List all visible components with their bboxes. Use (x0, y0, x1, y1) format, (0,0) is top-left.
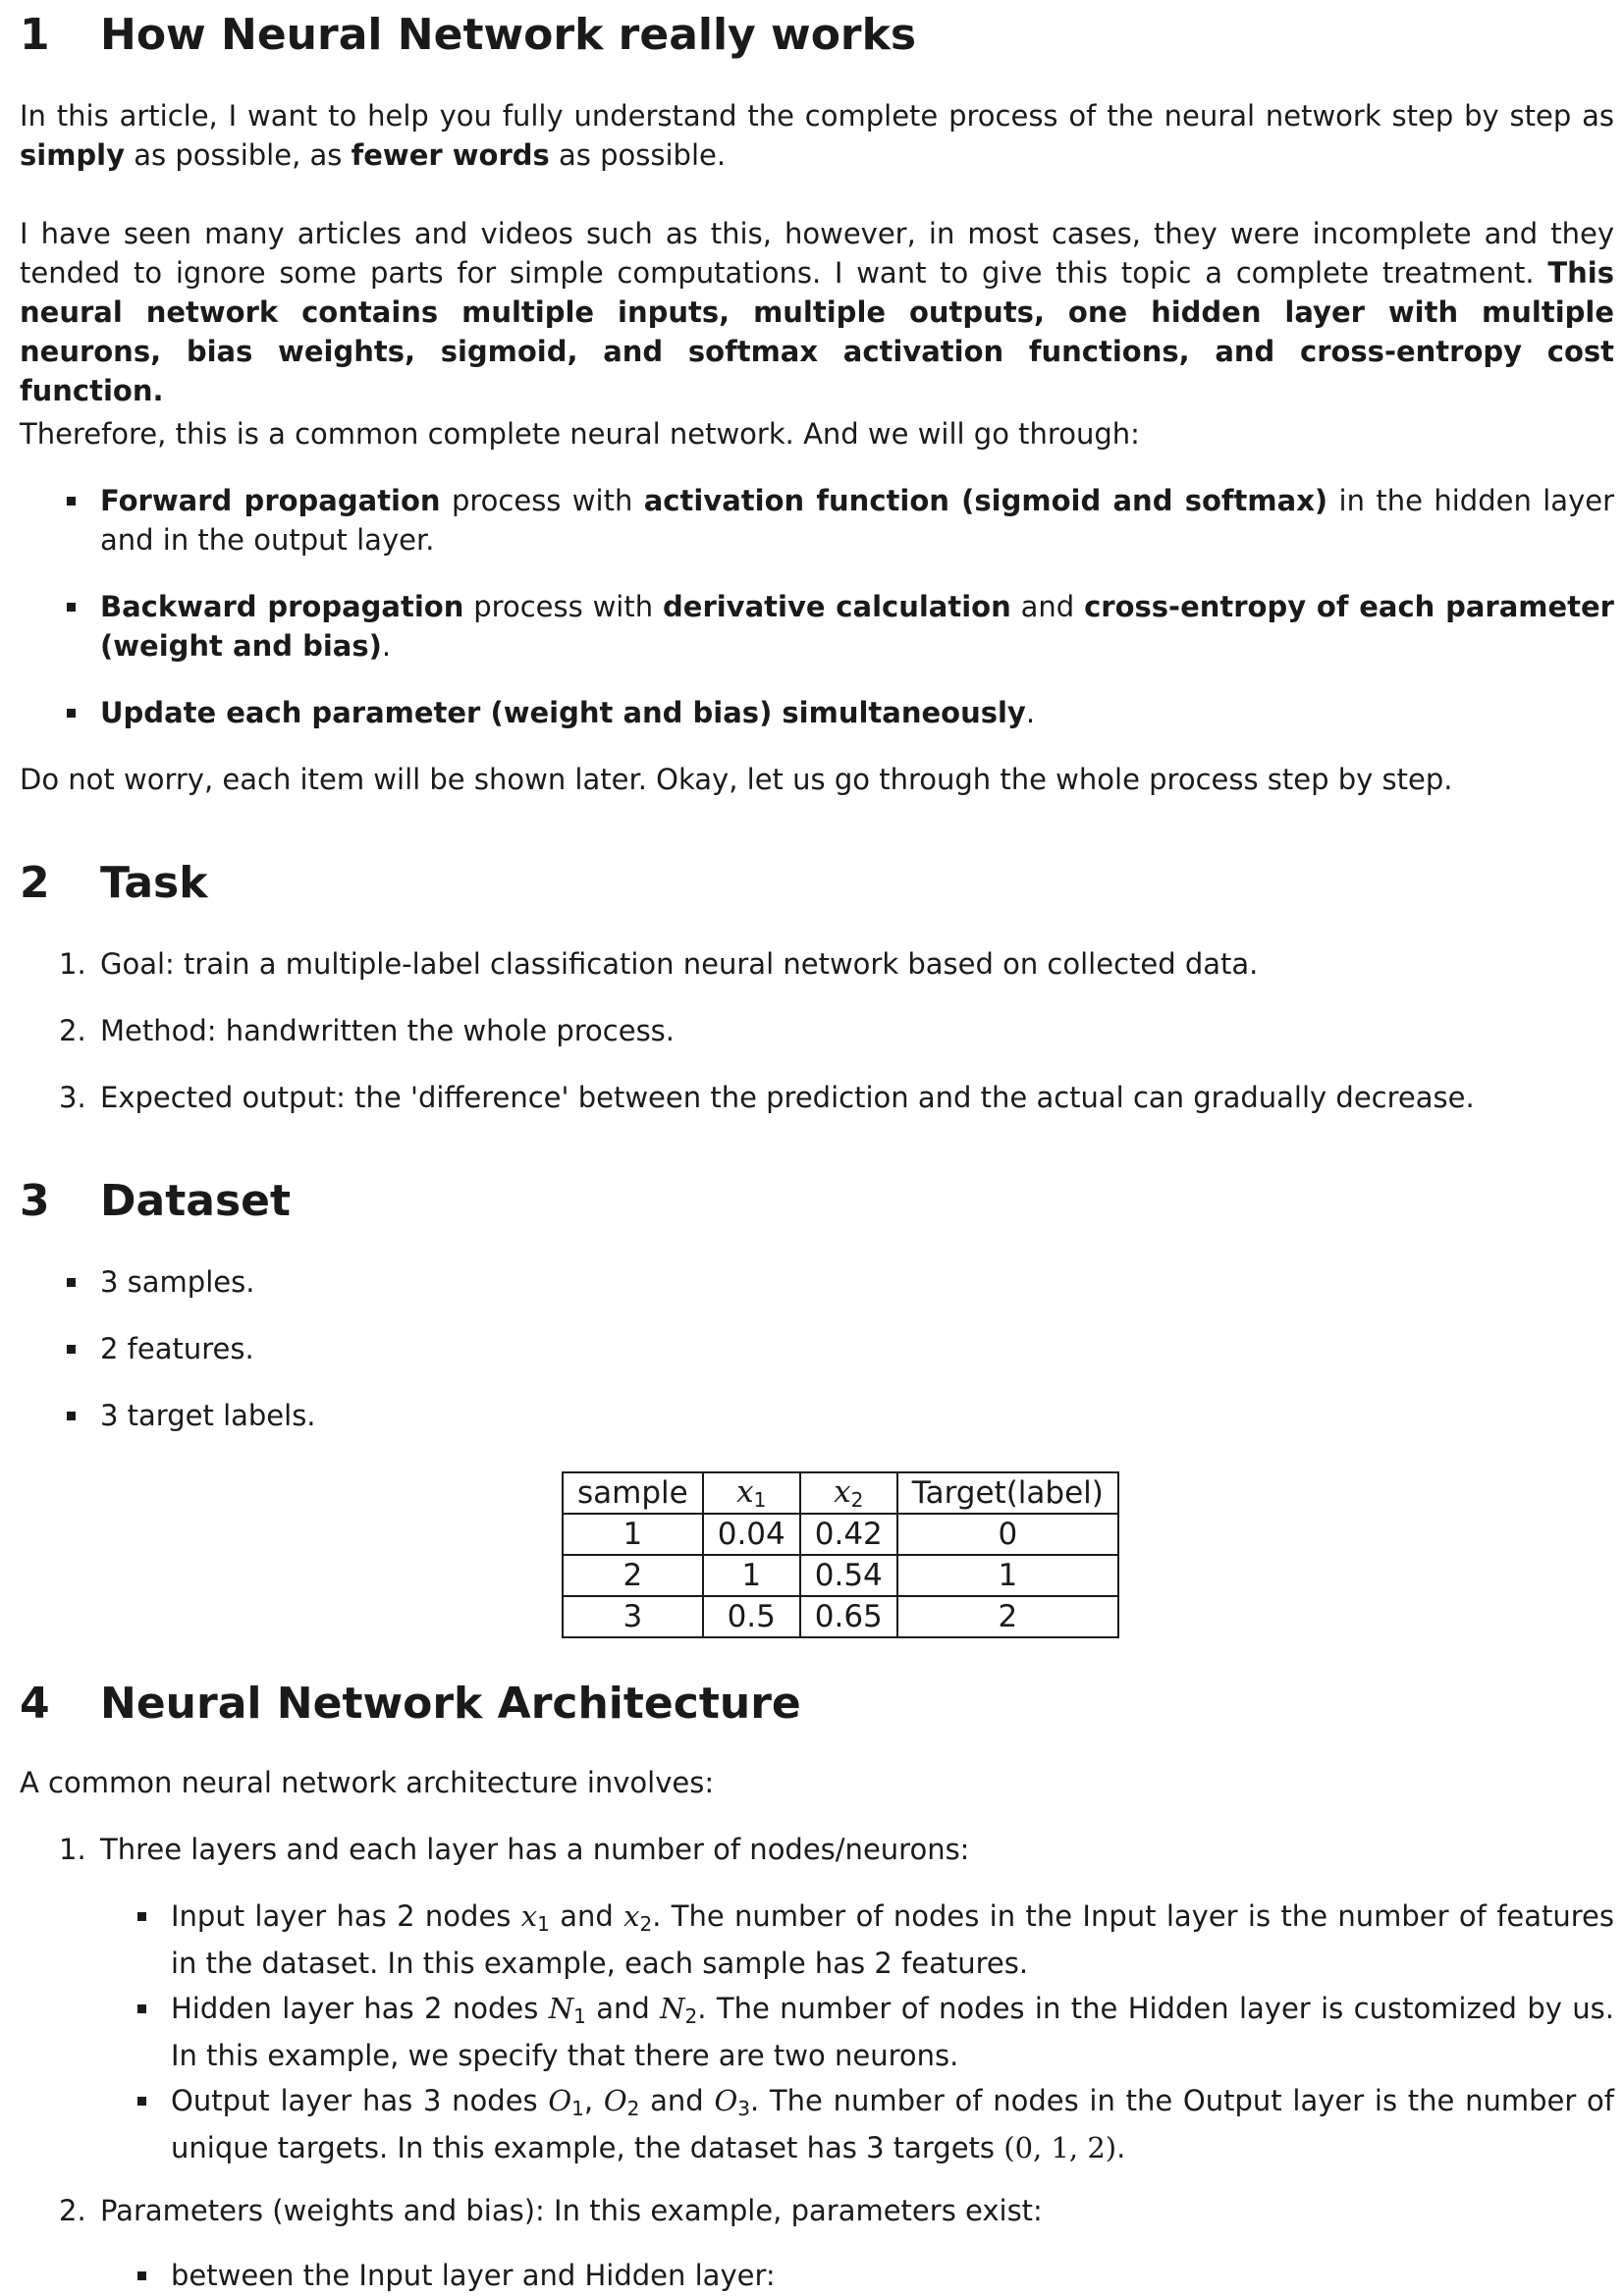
table-row (563, 1555, 1118, 1596)
text-span: . (1116, 2131, 1126, 2164)
math-var: O (603, 2084, 627, 2117)
bullet-marker (137, 2004, 146, 2013)
text-span: Input layer has 2 nodes (171, 1899, 521, 1933)
table-header-row (563, 1472, 1118, 1514)
text-span: . The number of nodes in the Hidden layer is customized by us. In this example, we specify that there are two neurons. (171, 1992, 1614, 2072)
text-span: . The number of nodes in the Input layer is the number of features in the dataset. In this example, each sample has 2 features. (171, 1899, 1615, 1980)
bold-text: activation function (sigmoid and softmax) (643, 484, 1328, 517)
section-title: Task (100, 858, 208, 908)
math-expression: (0, 1, 2) (1003, 2131, 1117, 2164)
table-cell: 1 (563, 1514, 703, 1555)
table-header-cell: Target(label) (897, 1472, 1118, 1514)
list-item (100, 693, 1614, 732)
list-item (171, 2081, 1614, 2167)
enum-number: 1. (59, 1833, 86, 1866)
enum-number: 1. (59, 947, 86, 981)
text-span: . The number of nodes in the Output layer is the number of unique targets. In this example, the dataset has 3 targets (171, 2084, 1615, 2164)
list-item (171, 1989, 1614, 2075)
table-cell: 0.42 (800, 1514, 897, 1555)
arch-intro (20, 1763, 1614, 1802)
section-title: Neural Network Architecture (100, 1679, 801, 1729)
text-span: Output layer has 3 nodes (171, 2084, 549, 2117)
section-title: Dataset (100, 1176, 292, 1226)
section-heading-2 (20, 858, 207, 908)
section-number: 3 (20, 1176, 50, 1226)
table-cell: 0.54 (800, 1555, 897, 1596)
bullet-marker (67, 709, 76, 718)
task-item (59, 944, 1258, 984)
section-title: How Neural Network really works (100, 10, 917, 60)
table-cell: 0.65 (800, 1596, 897, 1637)
math-var: N (660, 1992, 685, 2025)
text-span: and (1010, 590, 1085, 623)
math-var: O (548, 2084, 572, 2117)
text-span: as possible. (549, 138, 727, 172)
bold-text: Backward propagation (100, 590, 464, 623)
enum-text: Three layers and each layer has a number of nodes/neurons: (100, 1833, 970, 1866)
list-item (100, 587, 1614, 666)
list-item (171, 2256, 776, 2295)
text-span: as possible, as (125, 138, 352, 172)
bullet-marker (67, 603, 76, 612)
math-var: O (714, 2084, 738, 2117)
text-span: In this article, I want to help you fully understand the complete process of the neural network step by step as (20, 99, 1614, 133)
table-cell: 2 (897, 1596, 1118, 1637)
bold-text: fewer words (351, 138, 550, 172)
list-item (100, 1329, 254, 1368)
bullet-marker (137, 2271, 146, 2280)
table-header-cell (800, 1472, 897, 1514)
bullet-marker (137, 2097, 146, 2106)
text-span: A common neural network architecture involves: (20, 1766, 715, 1799)
bullet-marker (67, 1412, 76, 1420)
text-span: . (1025, 696, 1036, 729)
math-subscript: 1 (573, 2004, 586, 2028)
math-subscript: 2 (850, 1488, 864, 1512)
text-span: 3 samples. (100, 1265, 255, 1299)
math-subscript: 1 (571, 2097, 584, 2120)
bold-text: Update each parameter (weight and bias) simultaneously (100, 696, 1026, 729)
text-span: and (639, 2084, 715, 2117)
math-subscript: 3 (737, 2097, 750, 2120)
text-span: 2 features. (100, 1332, 254, 1365)
text-span: , (583, 2084, 604, 2117)
intro-paragraph-2 (20, 214, 1614, 410)
section-number: 1 (20, 10, 50, 60)
bullet-marker (137, 1912, 146, 1921)
math-subscript: 2 (639, 1912, 653, 1936)
text-span: in the hidden layer and in the output layer. (100, 484, 1615, 557)
bullet-marker (67, 1278, 76, 1287)
table-cell: 0.04 (703, 1514, 800, 1555)
enum-number: 3. (59, 1081, 86, 1114)
bold-text: derivative calculation (663, 590, 1011, 623)
math-subscript: 2 (684, 2004, 698, 2028)
intro-paragraph-3 (20, 414, 1614, 454)
math-var: x (736, 1474, 754, 1510)
text-span: 3 target labels. (100, 1399, 316, 1432)
text-span: Hidden layer has 2 nodes (171, 1992, 549, 2025)
table-cell: 1 (897, 1555, 1118, 1596)
arch-item-2 (59, 2191, 1043, 2230)
math-subscript: 1 (753, 1488, 767, 1512)
bullet-marker (67, 1345, 76, 1354)
math-subscript: 2 (626, 2097, 640, 2120)
enum-number: 2. (59, 2194, 86, 2227)
text-span: and (549, 1899, 624, 1933)
bold-text: This neural network contains multiple inputs, multiple outputs, one hidden layer with multiple neurons, bias weights, sigmoid, and softmax activation functions, and cross-entropy cost function. (20, 256, 1614, 407)
math-var: x (520, 1899, 538, 1933)
intro-paragraph-1 (20, 96, 1614, 175)
table-header-cell: sample (563, 1472, 703, 1514)
table-row (563, 1596, 1118, 1637)
text-span: Do not worry, each item will be shown later. Okay, let us go through the whole process step by step. (20, 763, 1453, 796)
text-span: between the Input layer and Hidden layer: (171, 2259, 776, 2292)
bullet-marker (67, 497, 76, 506)
table-cell: 1 (703, 1555, 800, 1596)
table-header-cell (703, 1472, 800, 1514)
table-cell: 0 (897, 1514, 1118, 1555)
enum-text: Goal: train a multiple-label classification neural network based on collected data. (100, 947, 1259, 981)
list-item (100, 1396, 316, 1435)
text-span: I have seen many articles and videos such as this, however, in most cases, they were incomplete and they tended to ignore some parts for simple computations. I want to give this topic a complete treatment. (20, 217, 1614, 290)
list-item (100, 1262, 254, 1302)
task-item (59, 1011, 675, 1050)
dataset-table (562, 1471, 1119, 1638)
section-heading-1 (20, 10, 916, 60)
section-number: 2 (20, 858, 50, 908)
text-span: . (381, 629, 392, 663)
list-item (100, 481, 1614, 560)
math-var: N (548, 1992, 574, 2025)
arch-item-1 (59, 1830, 969, 1869)
section-heading-4 (20, 1679, 801, 1729)
enum-text: Expected output: the 'difference' between the prediction and the actual can gradually decrease. (100, 1081, 1475, 1114)
enum-number: 2. (59, 1014, 86, 1047)
intro-paragraph-4 (20, 760, 1614, 799)
math-var: x (834, 1474, 851, 1510)
table-cell: 3 (563, 1596, 703, 1637)
section-heading-3 (20, 1176, 291, 1226)
task-item (59, 1078, 1475, 1117)
bold-text: simply (20, 138, 126, 172)
enum-text: Method: handwritten the whole process. (100, 1014, 675, 1047)
text-span: process with (440, 484, 644, 517)
math-var: x (623, 1899, 640, 1933)
section-number: 4 (20, 1679, 50, 1729)
text-span: Therefore, this is a common complete neural network. And we will go through: (20, 417, 1140, 451)
table-row (563, 1514, 1118, 1555)
table-cell: 2 (563, 1555, 703, 1596)
bold-text: Forward propagation (100, 484, 441, 517)
math-subscript: 1 (537, 1912, 550, 1936)
list-item (171, 1896, 1614, 1983)
text-span: process with (463, 590, 664, 623)
text-span: and (585, 1992, 661, 2025)
table-cell: 0.5 (703, 1596, 800, 1637)
enum-text: Parameters (weights and bias): In this example, parameters exist: (100, 2194, 1043, 2227)
bold-text: cross-entropy of each parameter (weight and bias) (100, 590, 1614, 663)
